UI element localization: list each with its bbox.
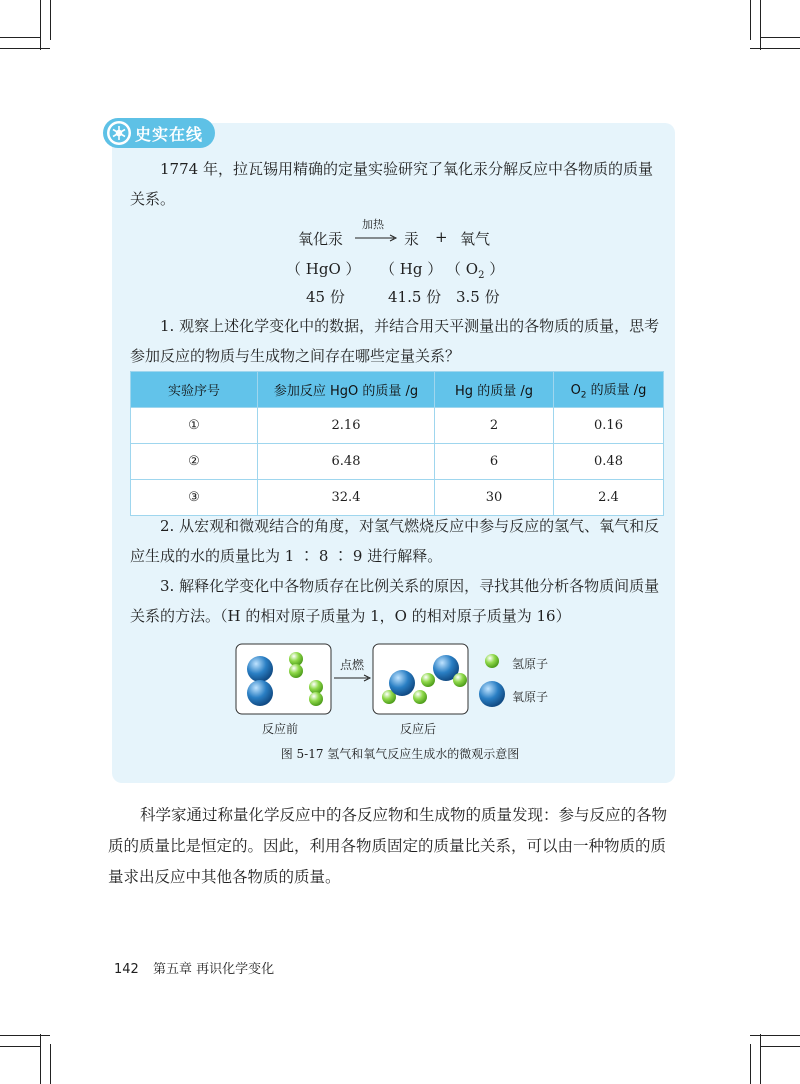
before-reaction-label: 反应前: [262, 722, 299, 736]
legend-oxygen-label: 氧原子: [512, 690, 549, 704]
column-header-trial: 实验序号: [131, 372, 258, 408]
chapter-title: 第五章 再识化学变化: [152, 962, 275, 977]
reactant-name: 氧化汞: [298, 230, 344, 248]
table-cell: 6.48: [258, 444, 435, 480]
figure-caption: 图 5-17 氢气和氧气反应生成水的微观示意图: [280, 747, 520, 761]
section-tag-label: 史实在线: [135, 124, 204, 144]
table-cell: 30: [435, 480, 554, 516]
body-paragraph: 科学家通过称量化学反应中的各反应物和生成物的质量发现：参与反应的各物质的质量比是恒定的。因此，利用各物质固定的质量比关系，可以由一种物质的质量求出反应中其他各物质的质量。: [108, 806, 668, 886]
table-row: [131, 408, 664, 444]
reaction-diagram-graphic: [234, 640, 574, 720]
question-1: 1. 观察上述化学变化中的数据，并结合用天平测量出的各物质的质量，思考参加反应的物质与生成物之间存在哪些定量关系？: [130, 317, 660, 365]
product1-parts: 41.5 份: [388, 288, 442, 306]
question-2: 2. 从宏观和微观结合的角度，对氢气燃烧反应中参与反应的氢气、氧气和反应生成的水的质量比为 1 ∶ 8 ∶ 9 进行解释。: [130, 517, 660, 565]
table-row: [131, 444, 664, 480]
snowflake-badge-icon: [106, 120, 132, 146]
reactant-parts: 45 份: [306, 288, 345, 306]
column-header-hgo-mass: 参加反应 HgO 的质量 /g: [258, 372, 435, 408]
table-cell: ②: [131, 444, 258, 480]
table-cell: ③: [131, 480, 258, 516]
page-footer: [114, 958, 274, 977]
question-3: 3. 解释化学变化中各物质存在比例关系的原因，寻找其他分析各物质间质量关系的方法。（H 的相对原子质量为 1，O 的相对原子质量为 16）: [130, 577, 660, 625]
table-cell: 32.4: [258, 480, 435, 516]
page-number: 142: [114, 962, 139, 977]
section-tag: [103, 118, 215, 148]
column-header-o2-mass: $O_2$ 的质量 /g: [554, 372, 664, 408]
plus-sign: +: [435, 228, 448, 246]
product1-formula: （ Hg ）: [380, 260, 443, 278]
table-cell: 2.4: [554, 480, 664, 516]
table-cell: 0.48: [554, 444, 664, 480]
table-cell: 6: [435, 444, 554, 480]
ignition-label: 点燃: [340, 658, 365, 672]
table-header-row: [131, 372, 664, 408]
product2-name: 氧气: [460, 230, 491, 248]
reactant-formula: （ HgO ）: [286, 260, 361, 278]
table-cell: ①: [131, 408, 258, 444]
mass-data-table: [130, 371, 664, 516]
reaction-arrow-icon: [354, 233, 398, 243]
product1-name: 汞: [404, 230, 420, 248]
column-header-hg-mass: Hg 的质量 /g: [435, 372, 554, 408]
intro-paragraph: 1774 年，拉瓦锡用精确的定量实验研究了氧化汞分解反应中各物质的质量关系。: [130, 160, 653, 208]
table-cell: 2: [435, 408, 554, 444]
after-reaction-label: 反应后: [400, 722, 437, 736]
reaction-condition: 加热: [362, 218, 384, 231]
reaction-diagram: [234, 640, 574, 740]
table-cell: 2.16: [258, 408, 435, 444]
product2-parts: 3.5 份: [456, 288, 500, 306]
legend-hydrogen-label: 氢原子: [512, 657, 549, 671]
product2-formula: （ $O_2$ ）: [446, 260, 505, 281]
table-cell: 0.16: [554, 408, 664, 444]
